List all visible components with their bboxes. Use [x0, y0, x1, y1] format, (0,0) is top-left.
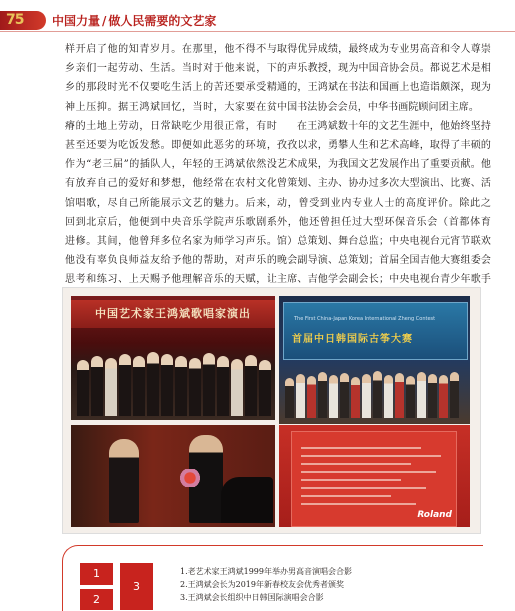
contest-stage-backdrop	[283, 302, 468, 360]
photo-award-ceremony	[71, 425, 275, 527]
caption-line-1: 1.老艺术家王鸿斌1999年举办男高音演唱会合影	[180, 567, 352, 576]
person-figure	[109, 439, 139, 523]
page-number: 75	[6, 12, 24, 28]
photo-zheng-contest	[279, 296, 470, 424]
caption-number-3: 3	[120, 563, 153, 610]
section-title: 中国力量	[52, 14, 101, 28]
page-header	[0, 0, 515, 40]
flower-bouquet	[179, 469, 201, 487]
caption-number-2: 2	[80, 589, 113, 610]
article-paragraph: 在王鸿斌数十年的文艺生涯中，他始终坚持孜孜以求，勇攀人生和艺术高峰，取得了丰硕的艺术成果，为我国文艺发展作出了重要贡献。他曾策划、主办、协办过多次大型演出、比赛、活动，曾受到业内专业人士的高度评价。除此之外，他还曾担任过大型环保音乐会（首都体育馆）总策划、舞台总监；中央电视台元宵节联欢晚会副导演、总策划；首届全国吉他大赛组委会主席、吉他学会副会长；中央电视台青少年歌手	[277, 120, 491, 286]
contest-participants	[285, 358, 465, 418]
header-divider	[0, 31, 515, 32]
caption-number-1: 1	[80, 563, 113, 585]
photo-concert-group	[71, 296, 275, 420]
article-paragraph: 样开启了他的知青岁月。在那里，他不得不与乡亲们一起劳动、生活。当时对于他来说，下乡的那段时光不仅要吃生活上的苦还要承受精神上压抑。据王鸿斌回忆，当时，大家要在贫瘠的土地上劳动，日常缺吃少用很正常，有时甚至还要为吃饭发愁。即便如此恶劣的环境，作为“老三届”的插队人，年轻的王鸿斌依然没有放弃自己的爱好和梦想，他经常在农村文化馆唱歌，尽自己所能展示文艺的魅力。后来，回到北京后，他便到中央音乐学院声乐歌剧系进修。其间，他曾拜多位名家为师学习声乐。他没有辜负良师益友给予他的帮助，对声乐的思考和练习、上天赐予他理解音乐的天赋，让	[65, 44, 277, 286]
contest-subtitle: The First China-Japan Korea International Zheng Contest	[294, 316, 436, 322]
page-number-badge	[0, 11, 46, 30]
article-left-column	[65, 40, 277, 309]
contest-title: 首届中日韩国际古筝大赛	[292, 334, 413, 345]
grand-piano	[221, 477, 273, 523]
performers-group	[75, 342, 271, 416]
concert-banner: 中国艺术家王鸿斌歌唱家演出	[71, 300, 275, 328]
article-right-column	[277, 40, 491, 309]
title-separator: /	[102, 14, 107, 28]
caption-line-3: 3.王鸿斌会长组织中日韩国际演唱会合影	[180, 593, 324, 602]
photo-contest-sheet	[279, 425, 470, 527]
roland-logo: Roland	[417, 510, 452, 520]
photo-captions	[180, 565, 480, 604]
caption-line-2: 2.王鸿斌会长为2019年新春校友会优秀者颁奖	[180, 580, 344, 589]
article-paragraph: 取得优异成绩，最终成为专业男高音和令人尊崇的声乐教授，现为中国音协会员。都说艺术是相通的，王鸿斌在书法和国画上也造诣颇深，现为中国书法协会会员，中华书画院顾问团主席。	[277, 44, 491, 113]
section-header	[52, 12, 216, 29]
section-subtitle: 做人民需要的文艺家	[108, 14, 217, 28]
